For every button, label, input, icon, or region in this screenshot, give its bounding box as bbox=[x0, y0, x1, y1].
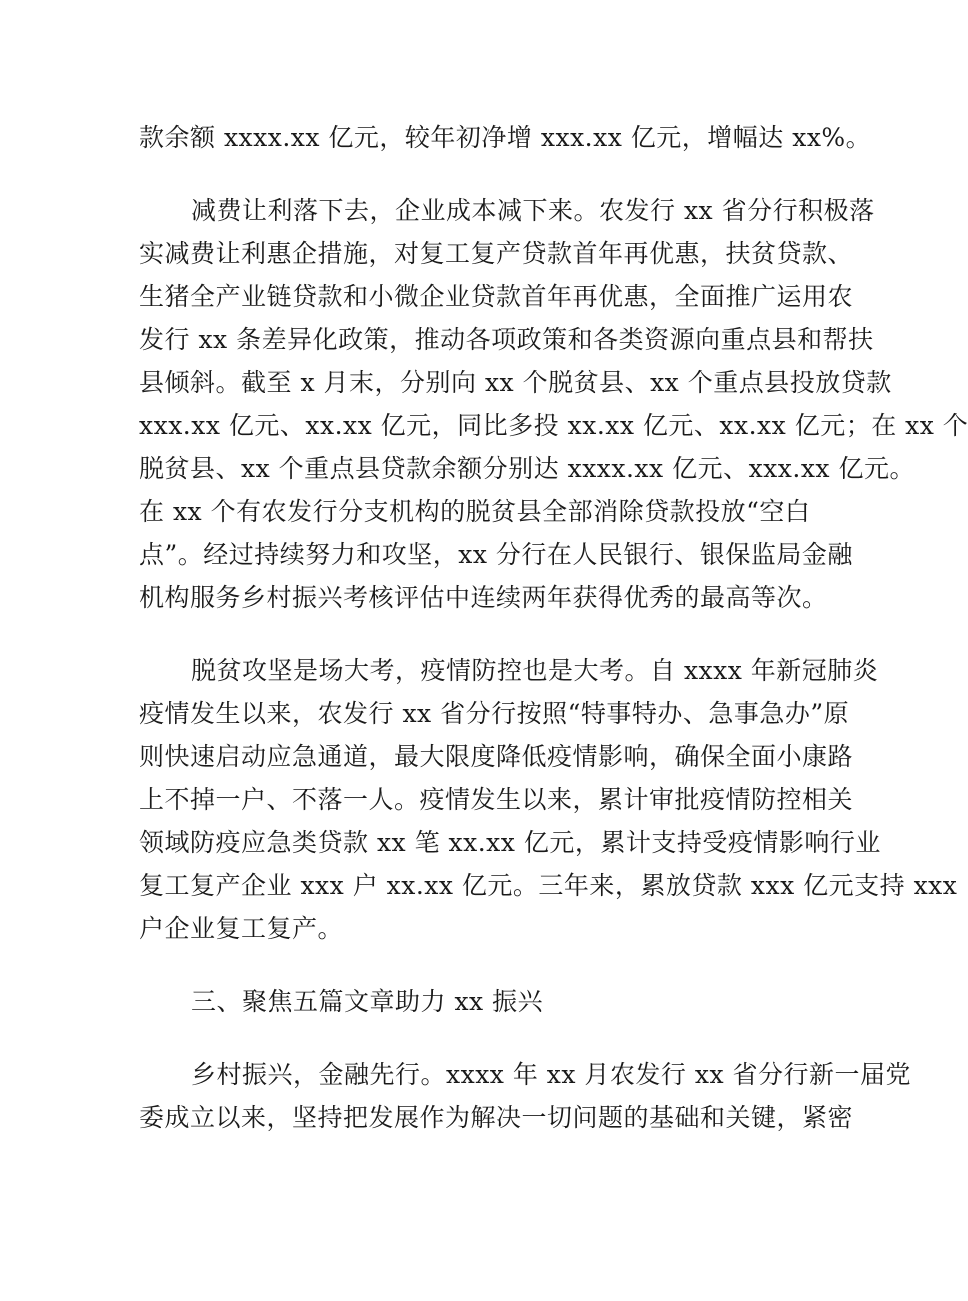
paragraph-line: 领域防疫应急类贷款 xx 笔 xx.xx 亿元，累计支持受疫情影响行业 bbox=[139, 828, 881, 857]
paragraph-line: 生猪全产业链贷款和小微企业贷款首年再优惠，全面推广运用农 bbox=[139, 282, 854, 311]
paragraph-line: 复工复产企业 xxx 户 xx.xx 亿元。三年来，累放贷款 xxx 亿元支持 xxx bbox=[139, 871, 958, 900]
paragraph-line: 则快速启动应急通道，最大限度降低疫情影响，确保全面小康路 bbox=[139, 742, 854, 771]
section-heading: 三、聚焦五篇文章助力 xx 振兴 bbox=[191, 987, 544, 1016]
paragraph-line: 委成立以来，坚持把发展作为解决一切问题的基础和关键，紧密 bbox=[139, 1103, 854, 1132]
paragraph-line: 疫情发生以来，农发行 xx 省分行按照“特事特办、急事急办”原 bbox=[139, 699, 850, 728]
paragraph-line: 脱贫攻坚是场大考，疫情防控也是大考。自 xxxx 年新冠肺炎 bbox=[191, 656, 879, 685]
paragraph-line: 脱贫县、xx 个重点县贷款余额分别达 xxxx.xx 亿元、xxx.xx 亿元。 bbox=[139, 454, 915, 483]
paragraph-line: 点”。经过持续努力和攻坚，xx 分行在人民银行、银保监局金融 bbox=[139, 540, 853, 569]
paragraph-line: 减费让利落下去，企业成本减下来。农发行 xx 省分行积极落 bbox=[191, 196, 875, 225]
paragraph-line: 上不掉一户、不落一人。疫情发生以来，累计审批疫情防控相关 bbox=[139, 785, 854, 814]
paragraph-line: 乡村振兴，金融先行。xxxx 年 xx 月农发行 xx 省分行新一届党 bbox=[191, 1060, 912, 1089]
paragraph-line: 县倾斜。截至 x 月末，分别向 xx 个脱贫县、xx 个重点县投放贷款 bbox=[139, 368, 892, 397]
paragraph-line: 机构服务乡村振兴考核评估中连续两年获得优秀的最高等次。 bbox=[139, 583, 828, 612]
paragraph-line: 款余额 xxxx.xx 亿元，较年初净增 xxx.xx 亿元，增幅达 xx%。 bbox=[139, 123, 872, 152]
paragraph-line: 户企业复工复产。 bbox=[139, 914, 344, 943]
paragraph-line: xxx.xx 亿元、xx.xx 亿元，同比多投 xx.xx 亿元、xx.xx 亿元；在 xx 个 bbox=[139, 411, 968, 440]
paragraph-line: 实减费让利惠企措施，对复工复产贷款首年再优惠，扶贫贷款、 bbox=[139, 239, 854, 268]
paragraph-line: 发行 xx 条差异化政策，推动各项政策和各类资源向重点县和帮扶 bbox=[139, 325, 874, 354]
paragraph-line: 在 xx 个有农发行分支机构的脱贫县全部消除贷款投放“空白 bbox=[139, 497, 811, 526]
